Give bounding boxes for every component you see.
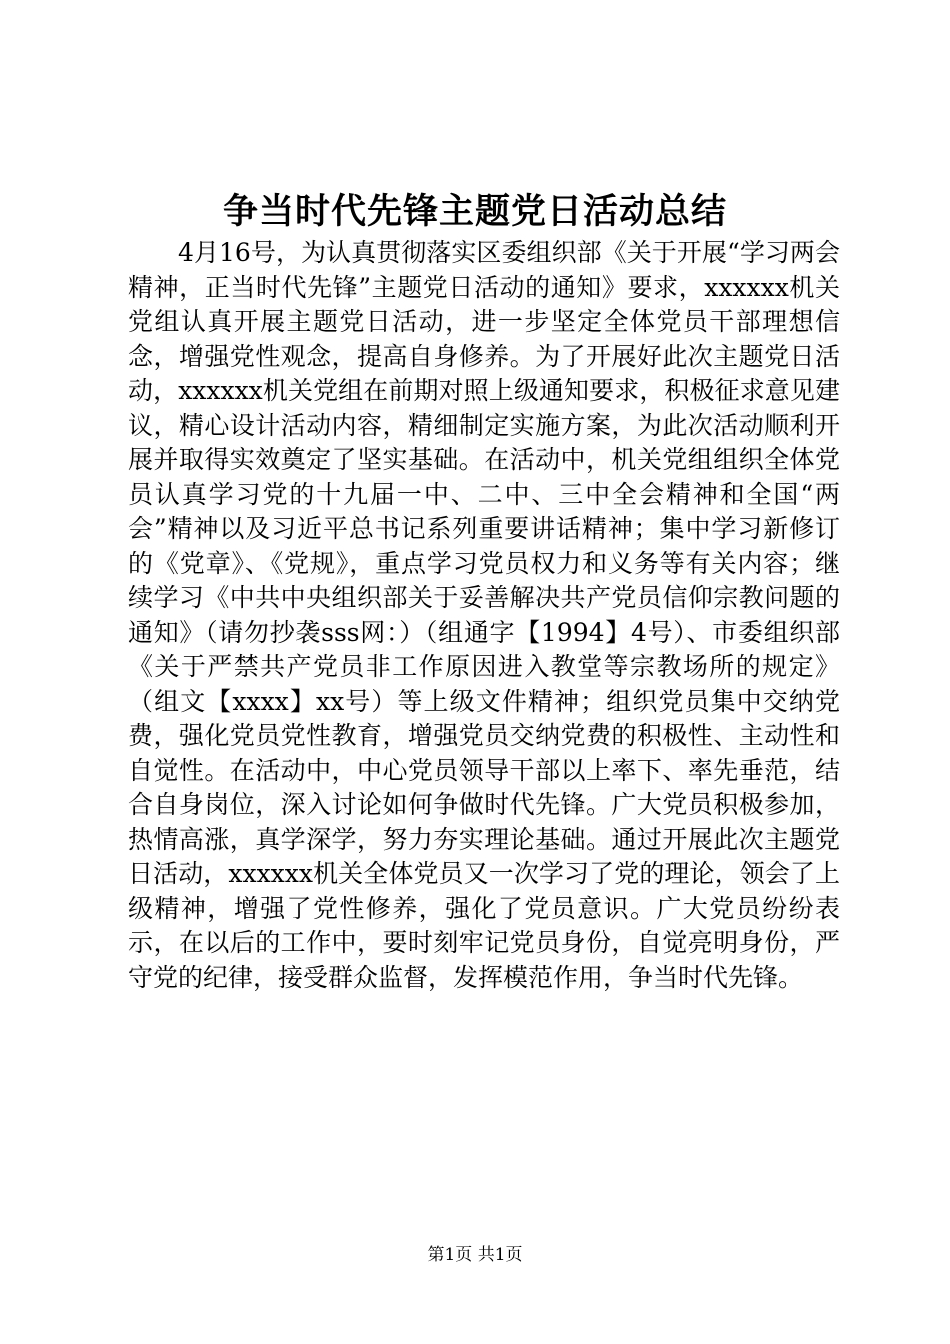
document-body-paragraph: 4月16号，为认真贯彻落实区委组织部《关于开展“学习两会精神，正当时代先锋”主题党日活动的通知》要求，xxxxxx机关党组认真开展主题党日活动，进一步坚定全体党员干部理想信念，增强党性观念，提高自身修养。为了开展好此次主题党日活动，xxxxxx机关党组在前期对照上级通知要求，积极征求意见建议，精心设计活动内容，精细制定实施方案，为此次活动顺利开展并取得实效奠定了坚实基础。在活动中，机关党组组织全体党员认真学习党的十九届一中、二中、三中全会精神和全国“两会”精神以及习近平总书记系列重要讲话精神；集中学习新修订的《党章》、《党规》，重点学习党员权力和义务等有关内容；继续学习《中共中央组织部关于妥善解决共产党员信仰宗教问题的通知》（请勿抄袭sss网：）（组通字【1994】4号）、市委组织部《关于严禁共产党员非工作原因进入教堂等宗教场所的规定》（组文【xxxx】xx号）等上级文件精神；组织党员集中交纳党费，强化党员党性教育，增强党员交纳党费的积极性、主动性和自觉性。在活动中，中心党员领导干部以上率下、率先垂范，结合自身岗位，深入讨论如何争做时代先锋。广大党员积极参加，热情高涨，真学深学，努力夯实理论基础。通过开展此次主题党日活动，xxxxxx机关全体党员又一次学习了党的理论，领会了上级精神，增强了党性修养，强化了党员意识。广大党员纷纷表示，在以后的工作中，要时刻牢记党员身份，自觉亮明身份，严守党的纪律，接受群众监督，发挥模范作用，争当时代先锋。: [128, 238, 840, 992]
page-number-footer: 第1页 共1页: [427, 1245, 523, 1265]
document-title: 争当时代先锋主题党日活动总结: [222, 191, 727, 232]
